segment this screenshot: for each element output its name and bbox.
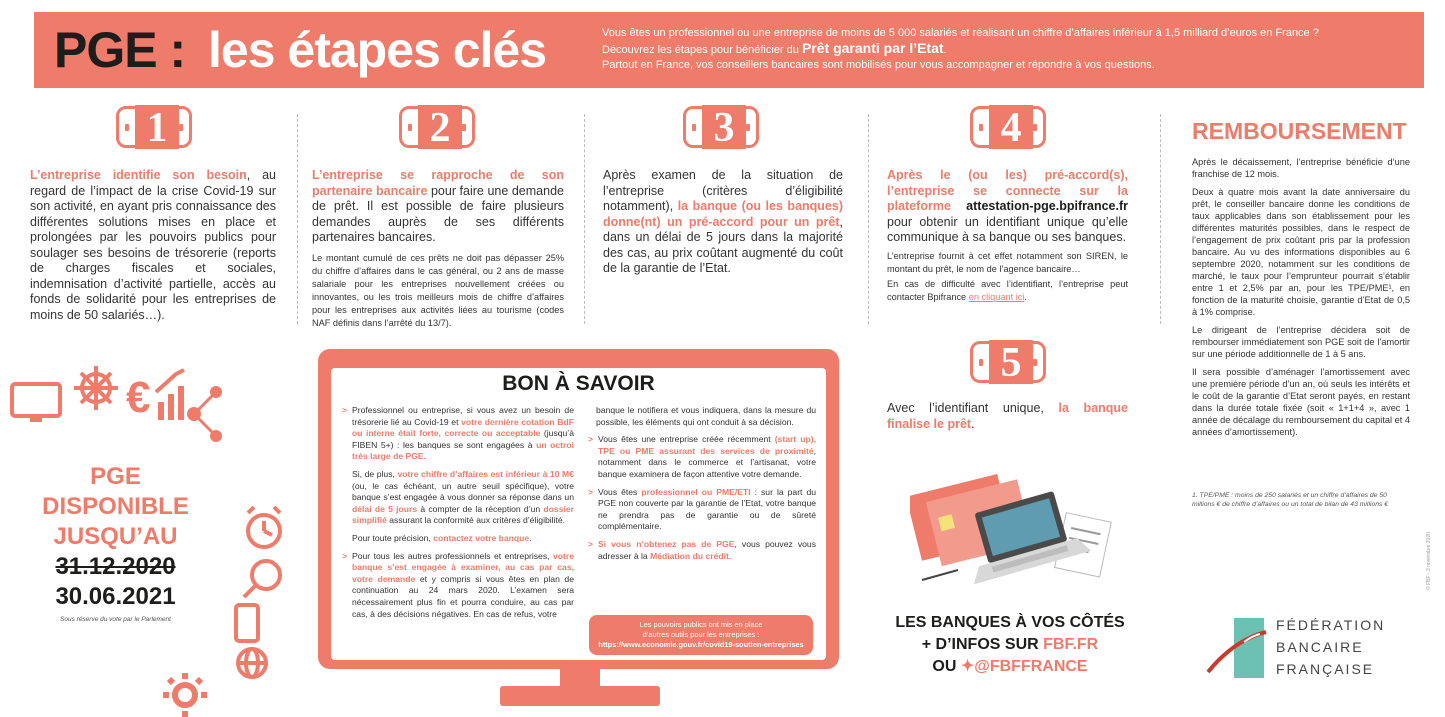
step-2-note: Le montant cumulé de ces prêts ne doit pas dépasser 25% du chiffre d’affaires dans le cas général, ou 2 ans de masse salariale pour les entreprises nouvellement créées ou innovantes, ou les trois meilleurs mois de chiffre d’affaires pour les entreprises aux activités liées au tourisme (codes NAF définis dans l’arrêté du 13/7). <box>312 253 564 328</box>
arrow-icon: > <box>342 405 348 415</box>
item-text: (ou, le cas échéant, un autre seuil spécifique), votre banque s’est engagée à vous donner sa réponse dans un <box>352 480 574 503</box>
copyright-note: © FBF - 3 novembre 2020 <box>1426 532 1432 590</box>
arrow-icon: > <box>342 550 348 561</box>
step-1-number: 1 <box>135 105 179 149</box>
item-text: Si, de plus, <box>352 468 398 479</box>
gear-icon <box>160 670 210 717</box>
step-4-body: pour obtenir un identifiant unique qu’elle communique à sa banque ou ses banques. <box>887 214 1128 244</box>
step-2-body: pour faire une demande de prêt. Il est possible de faire plusieurs demandes auprès de ses différents partenaires bancaires. <box>312 183 564 244</box>
euro-icon: € <box>126 373 151 422</box>
reserve-note: Sous réserve du vote par le Parlement <box>60 616 171 623</box>
banques-line: LES BANQUES À VOS CÔTÉS <box>895 614 1125 631</box>
badge-dot <box>746 124 750 131</box>
intro-line-2 <box>602 41 1402 58</box>
arrow-icon: > <box>588 538 594 549</box>
economie-link[interactable]: https://www.economie.gouv.fr/covid19-soutien-entreprises <box>598 640 804 649</box>
divider <box>868 114 869 324</box>
step-4-site: attestation-pge.bpifrance.fr <box>966 199 1128 213</box>
divider <box>1160 114 1161 324</box>
growth-chart-icon <box>156 370 184 420</box>
intro-pge-name: Prêt garanti par l’Etat <box>801 40 944 56</box>
item-highlight: délai de 5 jours <box>352 503 418 514</box>
info-box <box>589 615 813 655</box>
step-3-body: , dans un délai de 5 jours dans la majorité des cas, au prix coûtant augmenté du coût de la garantie de l’Etat. <box>603 214 843 275</box>
fbf-line-2: BANCAIRE <box>1276 639 1364 655</box>
phone-icon <box>236 605 258 641</box>
remboursement-p2: Deux à quatre mois avant la date anniversaire du prêt, le conseiller bancaire donne les conditions de taux applicables dans son établissement pour les différentes maturités possibles, dans le respect de l’engagement de prix coûtant pris par la profession bancaire. Au vu des informations disponibles au 6 septembre 2020, notamment sur les conditions de marché, le taux pour l’emprunteur pourrait s’établir entre 1 et 2,5% par an, pour les TPE/PME¹, en fonction de la maturité choisie, garantie d’Etat de 0,5 à 1% comprise. <box>1192 187 1410 317</box>
item-highlight: votre chiffre d’affaires est inférieur à 10 M€ <box>397 468 574 479</box>
intro-line-2-end: . <box>943 44 947 56</box>
bon-a-savoir-col-1 <box>342 405 574 626</box>
item-highlight: (start up), TPE ou PME assurant des services de proximité <box>598 434 817 456</box>
page-title-pge: PGE : <box>54 22 186 78</box>
step-1-highlight: L’entreprise identifie son besoin <box>30 168 247 182</box>
step-2-highlight: L’entreprise se rapproche de son partenaire bancaire <box>312 168 564 198</box>
badge-dot <box>408 124 412 131</box>
badge-dot <box>979 359 983 366</box>
badge-dot <box>692 124 696 131</box>
item-text: assurant la conformité aux critères d’éligibilité. <box>386 515 566 526</box>
step-5-intro: Avec l’identifiant unique, <box>887 401 1059 415</box>
item-text: , notamment dans le commerce et l’artisanat, votre banque examinera de façon attentive votre demande. <box>598 445 816 479</box>
divider <box>584 114 585 324</box>
step-3-highlight: la banque (ou les banques) donne(nt) un pré-accord pour un prêt <box>603 199 843 229</box>
globe-icon <box>238 649 266 677</box>
fbf-line-1: FÉDÉRATION <box>1276 617 1386 633</box>
laptop-illustration <box>910 462 1140 590</box>
item-text: Vous êtes une entreprise créée récemment <box>598 434 775 445</box>
item-text: . <box>529 532 532 543</box>
list-paragraph <box>342 469 574 527</box>
icons-column <box>224 485 304 715</box>
twitter-line <box>880 656 1140 678</box>
badge-dot <box>1033 124 1037 131</box>
dispo-line-1: PGE <box>90 463 141 490</box>
intro-line-3: Partout en France, vos conseillers bancaires sont mobilisés pour vous accompagner et répondre à vos questions. <box>602 59 1155 71</box>
item-text: , vous pouvez vous adresser à la <box>598 538 816 561</box>
infos-text: + D’INFOS SUR <box>921 636 1044 653</box>
infos-line <box>880 634 1140 656</box>
twitter-bird-icon: ✦ <box>960 658 975 675</box>
pen-icon <box>922 570 958 580</box>
fbf-line-3: FRANÇAISE <box>1276 661 1375 677</box>
arrow-icon: > <box>588 434 594 445</box>
item-text: Pour toute précision, <box>352 532 434 543</box>
item-highlight: dossier simplifié <box>352 503 574 526</box>
item-text: Vous êtes <box>598 486 642 497</box>
remboursement-p4: Il sera possible d’aménager l’amortissement avec une première période d’un an, où seuls les intérêts et le coût de la garantie d’Etat seront payés, en restant dans la durée totale fixée (soit « 1+1+4 », avec 1 année de décalage du remboursement du capital et 4 années d’amortissement). <box>1192 367 1410 437</box>
badge-dot <box>125 124 129 131</box>
step-5-text <box>887 401 1128 432</box>
intro-line-2-text: Découvrez les étapes pour bénéficier du <box>602 44 802 56</box>
step-4-note-2-end: . <box>1024 292 1027 302</box>
step-3-number: 3 <box>702 105 746 149</box>
dispo-line-2: DISPONIBLE <box>42 493 189 520</box>
item-highlight: votre banque s’est engagée à examiner, au cas par cas, votre demande <box>352 550 574 584</box>
list-item <box>588 487 816 533</box>
step-4-note-1: L’entreprise fournit à cet effet notamment son SIREN, le montant du prêt, le nom de l’agence bancaire… <box>887 251 1128 274</box>
step-2-text <box>312 168 564 246</box>
item-text: (jusqu’à FIBEN 5+) : les banques se sont engagées à <box>352 428 574 450</box>
arrow-icon: > <box>588 486 594 497</box>
step-5-badge <box>970 340 1046 386</box>
magnifier-icon <box>244 561 280 597</box>
contact-block <box>880 612 1140 678</box>
item-text: Professionnel ou entreprise, si vous avez un besoin de trésorerie lié au Covid-19 et <box>352 405 574 427</box>
ou-text: OU <box>932 658 961 675</box>
step-5-number: 5 <box>989 340 1033 384</box>
remboursement-title: REMBOURSEMENT <box>1192 118 1407 144</box>
fbf-website-link[interactable]: FBF.FR <box>1043 636 1099 653</box>
info-box-line-1: Les pouvoirs publics ont mis en place <box>639 620 763 629</box>
bon-a-savoir-col-2 <box>588 405 816 568</box>
pge-availability <box>28 462 203 612</box>
page-title: les étapes clés <box>208 22 547 78</box>
item-highlight: votre dernière cotation BdF ou interne était forte, correcte ou acceptable <box>352 416 574 439</box>
item-text: . <box>728 550 732 561</box>
new-date: 30.06.2021 <box>55 583 176 610</box>
list-item <box>588 539 816 562</box>
step-2-badge <box>399 105 475 151</box>
step-4-highlight: Après le (ou les) pré-accord(s), l’entreprise se connecte sur la plateforme <box>887 168 1128 213</box>
item-text: et y compris si vous êtes en plan de continuation au 24 mars 2020. L’examen sera nécessairement plus fin et pourra conduire, au cas par cas, à des décisions négatives. En cas de refus, votre <box>352 573 574 619</box>
twitter-handle-link[interactable]: @FBFFRANCE <box>974 658 1088 675</box>
step-4-number: 4 <box>989 105 1033 149</box>
fbf-name <box>1276 614 1385 680</box>
step-1-badge <box>116 105 192 151</box>
step-4-text <box>887 168 1128 246</box>
step-4-note-2-text: En cas de difficulté avec l’identifiant, l’entreprise peut contacter Bpifrance <box>887 279 1128 302</box>
remboursement-p3: Le dirigeant de l’entreprise décidera soit de rembourser immédiatement son PGE soit de l’amortir sur une période additionnelle de 1 à 5 ans. <box>1192 325 1410 359</box>
step-3-intro: Après examen de la situation de l’entreprise (critères d’éligibilité notamment), <box>603 168 843 213</box>
bon-a-savoir-title: BON À SAVOIR <box>502 372 655 395</box>
list-item <box>588 434 816 480</box>
list-item <box>342 551 574 621</box>
header-intro <box>602 26 1402 73</box>
alarm-clock-icon <box>248 507 280 547</box>
share-icon <box>187 386 222 442</box>
old-date: 31.12.2020 <box>55 553 176 580</box>
remboursement-body <box>1192 156 1410 444</box>
item-highlight: professionnel ou PME/ETI <box>641 486 751 497</box>
remboursement-footnote: 1. TPE/PME : moins de 250 salariés et un chiffre d’affaires de 50 millions € de chiffre d’affaires ou un total de bilan de 43 millions € <box>1192 492 1389 508</box>
item-highlight: Si vous n’obtenez pas de PGE <box>598 538 735 549</box>
step-5-highlight: la banque finalise le prêt <box>887 401 1129 431</box>
remboursement-p1: Après le décaissement, l’entreprise bénéficie d’une franchise de 12 mois. <box>1192 157 1410 179</box>
item-highlight: contactez votre banque <box>433 532 530 543</box>
list-paragraph <box>342 533 574 545</box>
dispo-line-3: JUSQU’AU <box>53 523 178 550</box>
mediation-link[interactable]: Médiation du crédit <box>650 550 729 561</box>
intro-line-1: Vous êtes un professionnel ou une entreprise de moins de 5 000 salariés et réalisant un chiffre d’affaires inférieur à 1,5 milliard d’euros en France ? <box>602 27 1319 39</box>
list-item <box>342 405 574 463</box>
item-text: à compter de la réception d’un <box>417 503 544 514</box>
step-1-text <box>30 168 276 323</box>
fbf-logo <box>1204 612 1272 680</box>
step-5-body: . <box>971 416 975 431</box>
step-4-note-2 <box>887 278 1128 304</box>
helm-icon <box>74 366 118 410</box>
step-3-text <box>603 168 843 277</box>
step-1-body: , au regard de l’impact de la crise Covid-19 sur son activité, en ayant pris connaissance des différentes solutions mises en place et prolongées par les pouvoirs publics pour soulager ses besoins de trésorerie (reports de charges fiscales et sociales, indemnisation d’activité partielle, accès au fonds de solidarité pour les entreprises de moins de 50 salariés…). <box>30 168 276 322</box>
bpifrance-link[interactable]: en cliquant ici <box>968 292 1025 302</box>
monitor-base <box>500 686 660 706</box>
badge-dot <box>1033 359 1037 366</box>
item-highlight: un octroi très large de PGE <box>352 439 574 462</box>
step-3-badge <box>683 105 759 151</box>
step-4-badge <box>970 105 1046 151</box>
divider <box>297 114 298 324</box>
badge-dot <box>179 124 183 131</box>
item-text: . <box>423 451 427 462</box>
item-text: : sur la part du PGE non couverte par la garantie de l’Etat, votre banque ne prendra pas de garantie ou de sûreté complémentaire. <box>598 486 817 532</box>
item-text: Pour tous les autres professionnels et entreprises, <box>352 550 553 561</box>
step-2-number: 2 <box>418 105 462 149</box>
badge-dot <box>979 124 983 131</box>
badge-dot <box>462 124 466 131</box>
info-box-line-2: d’autres outils pour les entreprises : <box>642 630 760 639</box>
list-paragraph: banque le notifiera et vous indiquera, dans la mesure du possible, les éléments qui ont conduit à sa décision. <box>596 405 816 427</box>
monitor-icon <box>12 384 60 422</box>
